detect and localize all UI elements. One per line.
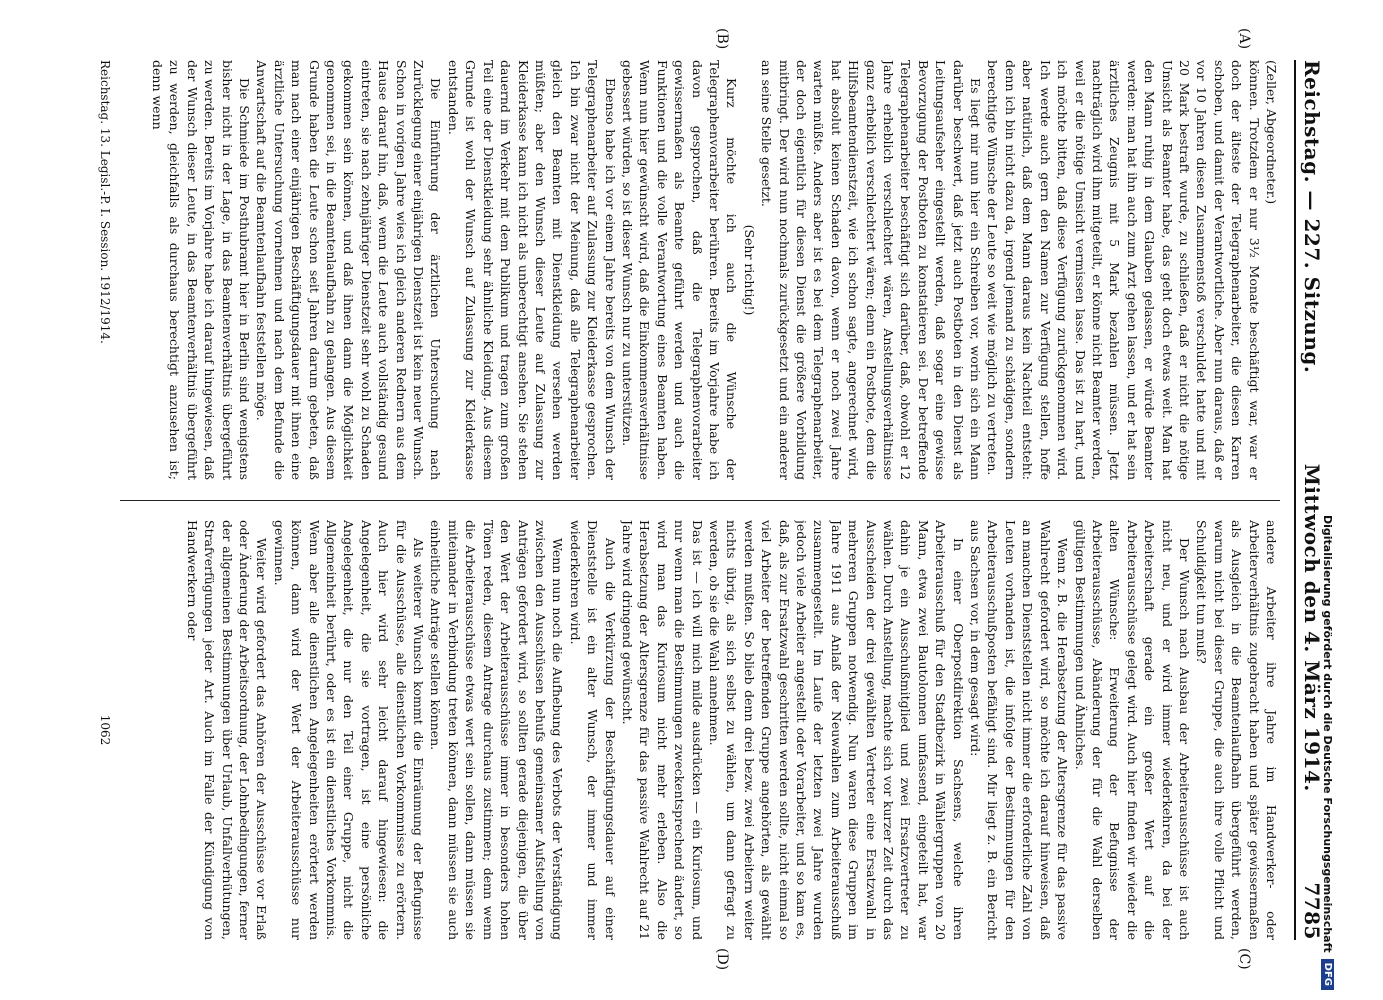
paragraph: Wenn z. B. die Herabsetzung der Altersgrenze für das passive Wahlrecht gefordert wird, so möchte ich darauf hinweisen, daß an manchen Dienststellen nicht immer die erforderliche Zahl von Leuten vorhanden ist, die infolge der Bestimmungen für den Arbeiterausschußposten befähigt sind. Mir liegt z. B. ein Bericht aus Sachsen vor, in dem gesagt wird: xyxy=(968,520,1071,940)
sheet-number: 1062 xyxy=(98,714,112,746)
paragraph: Das ist — ich will mich milde ausdrücken — ein Kuriosum, und nur wenn man die Bestimmungen zweckentsprechend ändert, so wird man das Kuriosum nicht mehr erleben. Also die Herabsetzung der Altersgrenze für das passive Wahlrecht auf 21 Jahre wird dringend gewünscht. xyxy=(619,520,705,940)
dfg-logo-badge: DFG xyxy=(1322,959,1335,990)
paragraph: Die Einführung der ärztlichen Untersuchung nach Zurücklegung einer einjährigen Dienstzeit ist kein neuer Wunsch. Schon in vorigen Jahre wies ich gleich anderen Rednern aus dem Hause darauf hin, daß, wenn die Leute auch vollständig gesund eintreten, sie nach zehnjähriger Dienstzeit sehr wohl zu Schaden gekommen sein können, und daß ihnen dann die Möglichkeit genommen sei, in die Beamtenlaufbahn zu gelangen. Aus diesem Grunde haben die Leute schon seit Jahren darum gebeten, daß man nach einer einjährigen Beschäftigungsdauer mit ihnen eine ärztliche Untersuchung vornehmen und nach dem Befunde die Anwartschaft auf die Beamtenlaufbahn feststellen möge. xyxy=(254,60,444,480)
paragraph: können. Trotzdem er nur 3½ Monate beschäftigt war, war er doch der älteste der Telegraphenarbeiter, die diesen Karren schoben, und damit der Verantwortliche. Aber nun daraus, daß er vor 10 Jahren diesen Zusammenstoß verschuldet hatte und mit 20 Mark bestraft wurde, zu schließen, daß er nicht die nötige Umsicht als Beamter habe, das geht doch etwas weit. Man hat den Mann ruhig in dem Glauben gelassen, er würde Beamter werden: man hat ihn auch zum Arzt gehen lassen, und er hat sein ärztliches Zeugnis mit 5 Mark bezahlen müssen. Jetzt nachträglich wird ihm mitgeteilt, er könne nicht Beamter werden, weil er die nötige Umsicht vermissen lasse. Das ist zu hart, und ich möchte bitten, daß diese Verfügung zurückgenommen wird. Ich werde auch gern den Namen zur Verfügung stellen, hoffe aber natürlich, daß dem Mann daraus kein Nachteil entsteht: denn ich bin nicht dazu da, irgend jemand zu schädigen, sondern berechtigte Wünsche der Leute so weit wie möglich zu vertreten. xyxy=(985,60,1262,480)
header-date: Mittwoch den 4. März 1914. xyxy=(1300,463,1324,792)
paragraph: Es liegt mir nun hier ein Schreiben vor, worin sich ein Mann darüber beschwert, daß jetzt auch Postboten in den Dienst als Leitungsaufseher eingestellt werden, daß sogar eine gewisse Bevorzugung der Postboten zu konstatieren sei. Der betreffende Telegraphenarbeiter beschäftigt sich darüber, daß, obwohl er 12 Jahre erheblich verschlechtert wären, Anstellungsverhältnisse ganz erheblich verschlechtert wären; denn ein Postbote, dem die Hilfsbeamtendienstzeit, wie ich schon sagte, angerechnet wird, hat absolut keinen Schaden davon, wenn er noch zwei Jahre warten müßte. Anders aber ist es bei dem Telegraphenarbeiter, der doch eigentlich für diesen Dienst die größere Vorbildung mitbringt. Der wird nun nochmals zurückgesetzt und ein anderer an seine Stelle gesetzt. xyxy=(759,60,984,480)
paragraph: Auch die Verkürzung der Beschäftigungsdauer auf einer Dienststelle ist ein alter Wunsch, der immer und immer wiederkehren wird. xyxy=(567,520,618,940)
rotated-page xyxy=(50,20,1340,980)
quotation: In einer Oberpostdirektion Sachsens, welche ihren Arbeiterausschuß für den Stadtbezirk in Wählergruppen von 20 Mann, etwa zwei Bautolonnen umfassend, eingeteilt hat, war dahin je ein Ausschußmitglied und zwei Ersatzvertreter zu wählen. Durch Anstellung, machte sich vor kurzer Zeit durch das Ausscheiden der drei gewählten Vertreter eine Ersatzwahl in mehreren Gruppen notwendig. Nun waren diese Gruppen im Jahre 1911 aus Anlaß der Neuwahlen zum Arbeiterausschuß zusammengestellt. Im Laufe der letzten zwei Jahre wurden jedoch viele Arbeiter angestellt oder Vorarbeiter, und so kam es, daß, als zur Ersatzwahl geschritten werden sollte, nicht einmal so viel Arbeiter der betreffenden Gruppe angehörten, als gewählt werden mußten. So blieb denn drei bezw. zwei Arbeitern weiter nichts übrig, als sich selbst zu wählen, um dann gefragt zu werden, ob sie die Wahl annehmen. xyxy=(707,520,966,940)
margin-marker-d: (D) xyxy=(714,948,730,971)
interjection: (Sehr richtig!) xyxy=(741,224,757,316)
digitization-note xyxy=(1313,10,1343,990)
digitization-text: Digitalisierung gefördert durch die Deutsche Forschungsgemeinschaft xyxy=(1321,514,1335,953)
page-footer xyxy=(98,60,112,480)
left-column xyxy=(120,60,1280,480)
paragraph: Kurz möchte ich auch die Wünsche der Telegraphenvorarbeiter berühren. Bereits im Vorjahre habe ich davon gesprochen, daß die Telegraphenvorarbeiter gewissermaßen als Beamte geführt werden und auch die Funktionen und die volle Verantwortung eines Beamten haben. Wenn nun hier gewünscht wird, daß die Einkommensverhältnisse gebessert würden, so ist dieser Wunsch nur zu unterstützen. xyxy=(619,60,740,480)
paragraph: Als weiterer Wunsch kommt die Einräumung der Befugnisse für die Ausschüsse, alle dienstlichen Vorkommnisse zu erörtern. Auch hier wird sehr leicht darauf hingewiesen: die Angelegenheit, die sie vortragen, ist eine persönliche Angelegenheit, die nur den Teil einer Gruppe, nicht die Allgemeinheit berührt, oder es ist ein dienstliches Vorkommnis. Wenn aber alle dienstlichen Angelegenheiten erörtert werden können, dann wird der Wert der Arbeiterausschüsse nur gewinnen. xyxy=(271,520,427,940)
paragraph: andere Arbeiter ihre Jahre im Handwerker- oder Arbeiterverhältnis zugebracht haben und später gewissermaßen als Ausgleich in die Beamtenlaufbahn übergeführt werden, warum nicht bei dieser Gruppe, die auch ihre volle Pflicht und Schuldigkeit tun muß? xyxy=(1194,520,1279,940)
margin-marker-b: (B) xyxy=(714,28,730,50)
paragraph: Die Schmiede im Posthubramt hier in Berlin sind wenigstens bisher nicht in der Lage, in das Beamtenverhältnis übergeführt zu werden. Bereits im Vorjahre habe ich darauf hingewiesen, daß der Wunsch dieser Leute, in das Beamtenverhältnis übergeführt zu werden, gleichfalls als durchaus berechtigt anzusehen ist; denn wenn xyxy=(150,60,253,480)
footer-publication: Reichstag. 13. Legisl.-P. I. Session. 1912/1914. xyxy=(98,60,112,344)
margin-marker-c: (C) xyxy=(1236,948,1252,970)
speaker-name: (Zeller, Abgeordneter.) xyxy=(1264,60,1279,205)
paragraph: Weiter wird gefordert das Anhören der Ausschüsse vor Erlaß oder Änderung der Arbeitsordnung, der Lohnbedingungen, ferner der allgemeinen Bestimmungen über Urlaub, Unfallverhütungen, Strafverfügungen jeder Art. Auch im Falle der Kündigung von Handwerkern oder xyxy=(184,520,270,940)
header-session: Reichstag. — 227. Sitzung. xyxy=(1300,60,1324,374)
paragraph: Wenn nun noch die Aufhebung des Verbots der Verständigung zwischen den Ausschüssen behufs gemeinsamer Aufstellung von Anträgen gefordert wird, so sollten gerade diejenigen, die über den Wert der Arbeiterausschüsse immer in besonders hohen Tönen reden, diesem Antrage durchaus zustimmen; denn wenn die Arbeiterausschüsse etwas wert sein sollen, dann müssen sie miteinander in Verbindung treten können, dann müssen sie auch einheitliche Anträge stellen können. xyxy=(428,520,566,940)
paragraph: Der Wunsch nach Ausbau der Arbeiterausschüsse ist auch nicht neu, und er wird immer wiederkehren, da bei der Arbeiterschaft gerade ein großer Wert auf die Arbeiterausschüsse gelegt wird. Auch hier finden wir wieder die alten Wünsche: Erweiterung der Befugnisse der Arbeiterausschüsse, Abänderung der für die Wahl derselben gültigen Bestimmungen und Ähnliches. xyxy=(1072,520,1192,940)
column-divider xyxy=(120,500,1280,501)
margin-marker-a: (A) xyxy=(1236,28,1252,50)
right-column xyxy=(120,520,1280,940)
header-rule xyxy=(1294,60,1296,940)
paragraph: Ebenso habe ich vor einem Jahre bereits von dem Wunsch der Telegraphenarbeiter auf Zulassung zur Kleiderkasse gesprochen. Ich bin zwar nicht der Meinung, daß alle Telegraphenarbeiter gleich den Beamten mit Dienstkleidung versehen werden müßten; aber den Wunsch dieser Leute auf Zulassung zur Kleiderkasse kann ich nicht als unberechtigt ansehen. Sie stehen dauernd im Verkehr mit dem Publikum und tragen zum großen Teil eine der Dienstkleidung sehr ähnliche Kleidung. Aus diesem Grunde ist wohl der Wunsch auf Zulassung zur Kleiderkasse entstanden. xyxy=(445,60,618,480)
page-number: 7785 xyxy=(1300,882,1324,940)
